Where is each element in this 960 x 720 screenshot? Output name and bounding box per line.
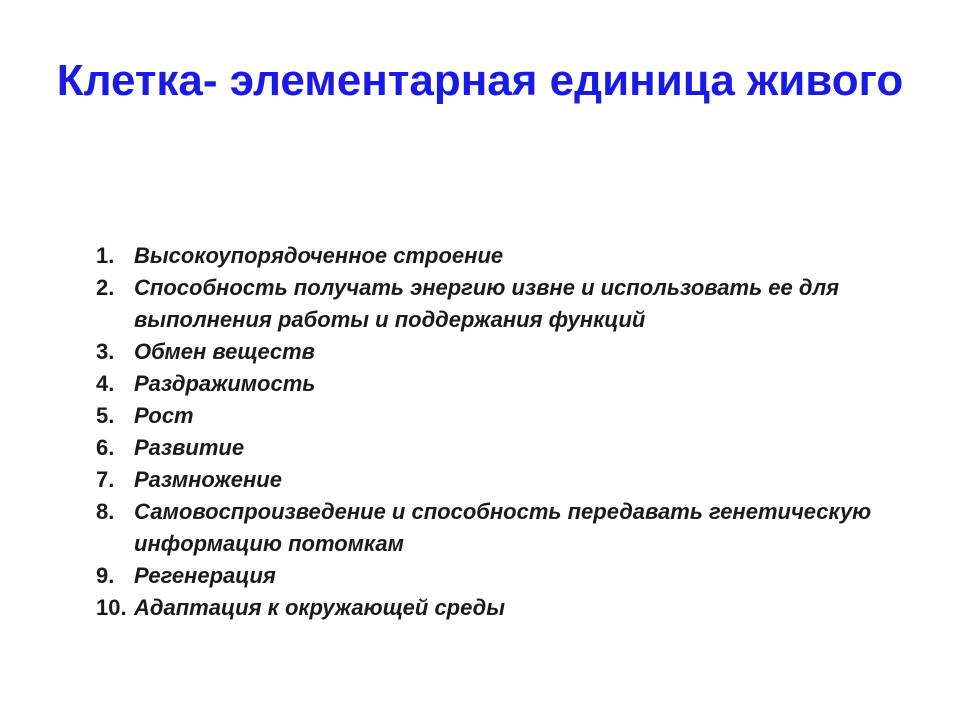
list-item-number: 4. [96, 371, 115, 396]
list-item-text: Размножение [134, 467, 282, 492]
list-item [96, 464, 916, 496]
list-item-number: 6. [96, 435, 115, 460]
list-item [96, 240, 916, 272]
list-item [96, 336, 916, 368]
list-item-number: 7. [96, 467, 115, 492]
list-item-number: 8. [96, 499, 115, 524]
list-item-number: 3. [96, 339, 115, 364]
list-item [96, 496, 916, 560]
list-item [96, 368, 916, 400]
list-item-number: 1. [96, 243, 115, 268]
list-item-number: 10. [96, 595, 127, 620]
slide-title: Клетка- элементарная единица живого [56, 56, 904, 105]
list-item [96, 272, 916, 336]
list-item-text: Обмен веществ [134, 339, 315, 364]
list-item [96, 560, 916, 592]
list-item-number: 9. [96, 563, 115, 588]
list-item [96, 432, 916, 464]
property-list [96, 240, 916, 624]
list-item-text: Раздражимость [134, 371, 316, 396]
list-item-text: Рост [134, 403, 194, 428]
list-item-text: Высокоупорядоченное строение [134, 243, 504, 268]
list-item-text: Способность получать энергию извне и использовать ее для выполнения работы и поддержания функций [134, 275, 840, 332]
list-item [96, 400, 916, 432]
list-item-number: 2. [96, 275, 115, 300]
list-item-text: Развитие [134, 435, 245, 460]
list-item-text: Регенерация [134, 563, 276, 588]
list-item [96, 592, 916, 624]
list-item-text: Самовоспроизведение и способность передавать генетическую информацию потомкам [134, 499, 872, 556]
list-item-number: 5. [96, 403, 115, 428]
list-item-text: Адаптация к окружающей среды [134, 595, 506, 620]
